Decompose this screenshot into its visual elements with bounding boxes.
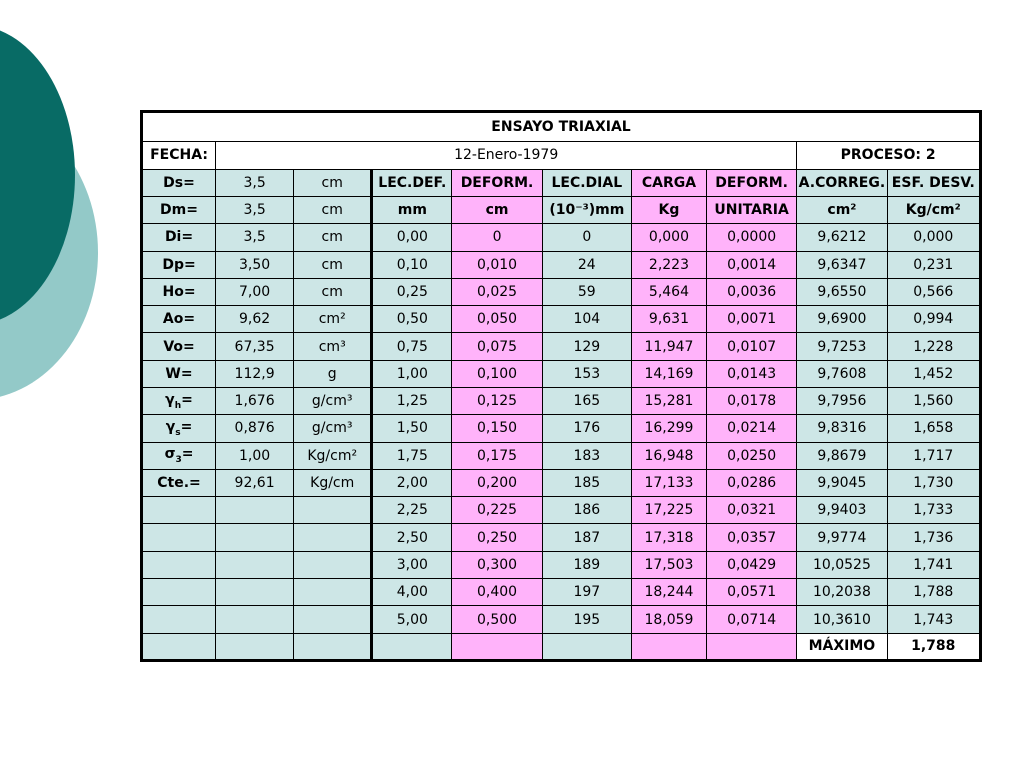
data-cell: 9,7608 <box>797 360 887 387</box>
data-cell: 0,0286 <box>707 469 797 496</box>
column-header: LEC.DIAL <box>542 169 631 196</box>
param-label: Cte.= <box>142 469 216 496</box>
param-unit: cm² <box>294 306 372 333</box>
data-cell: 9,7956 <box>797 388 887 415</box>
data-cell: 0,000 <box>887 224 980 251</box>
data-cell: 0,0071 <box>707 306 797 333</box>
data-cell: 0,0000 <box>707 224 797 251</box>
param-label: Dm= <box>142 196 216 223</box>
data-cell: 2,50 <box>372 524 452 551</box>
data-cell: 10,0525 <box>797 551 887 578</box>
empty-cell <box>452 633 542 660</box>
table-row <box>142 388 981 415</box>
data-cell: 0,0357 <box>707 524 797 551</box>
table-row <box>142 442 981 469</box>
param-value: 1,676 <box>216 388 294 415</box>
data-cell: 1,736 <box>887 524 980 551</box>
column-unit: Kg <box>631 196 706 223</box>
data-cell: 0,75 <box>372 333 452 360</box>
data-cell: 0,225 <box>452 497 542 524</box>
table-row <box>142 196 981 223</box>
data-cell: 9,6900 <box>797 306 887 333</box>
data-cell: 2,25 <box>372 497 452 524</box>
empty-cell <box>142 633 216 660</box>
param-unit: Kg/cm² <box>294 442 372 469</box>
table-row <box>142 251 981 278</box>
empty-cell <box>294 551 372 578</box>
data-cell: 0,10 <box>372 251 452 278</box>
data-cell: 9,6212 <box>797 224 887 251</box>
param-unit: cm <box>294 224 372 251</box>
data-cell: 10,3610 <box>797 606 887 633</box>
data-cell: 0,0107 <box>707 333 797 360</box>
data-cell: 0,50 <box>372 306 452 333</box>
data-cell: 17,133 <box>631 469 706 496</box>
empty-cell <box>142 579 216 606</box>
column-header: A.CORREG. <box>797 169 887 196</box>
param-unit: g/cm³ <box>294 388 372 415</box>
param-unit: cm <box>294 251 372 278</box>
data-cell: 176 <box>542 415 631 442</box>
data-cell: 185 <box>542 469 631 496</box>
column-header: ESF. DESV. <box>887 169 980 196</box>
param-unit: g <box>294 360 372 387</box>
param-unit: Kg/cm <box>294 469 372 496</box>
column-header: LEC.DEF. <box>372 169 452 196</box>
data-cell: 9,9045 <box>797 469 887 496</box>
data-cell: 16,948 <box>631 442 706 469</box>
data-cell: 0,400 <box>452 579 542 606</box>
data-cell: 9,6550 <box>797 278 887 305</box>
param-value: 0,876 <box>216 415 294 442</box>
param-unit: g/cm³ <box>294 415 372 442</box>
empty-cell <box>142 551 216 578</box>
column-unit: cm² <box>797 196 887 223</box>
data-cell: 0,250 <box>452 524 542 551</box>
data-cell: 0,0143 <box>707 360 797 387</box>
data-cell: 0,0714 <box>707 606 797 633</box>
empty-cell <box>216 633 294 660</box>
param-label: Vo= <box>142 333 216 360</box>
column-header: DEFORM. <box>707 169 797 196</box>
data-cell: 0,0178 <box>707 388 797 415</box>
param-label: $\sigma_3=$ <box>142 442 216 469</box>
empty-cell <box>294 606 372 633</box>
data-cell: 0 <box>452 224 542 251</box>
param-value: 92,61 <box>216 469 294 496</box>
empty-cell <box>216 606 294 633</box>
data-cell: 0,010 <box>452 251 542 278</box>
proceso-label: PROCESO: 2 <box>797 142 981 169</box>
table-title: ENSAYO TRIAXIAL <box>142 112 981 142</box>
data-cell: 0 <box>542 224 631 251</box>
data-cell: 0,125 <box>452 388 542 415</box>
data-cell: 24 <box>542 251 631 278</box>
data-cell: 9,9774 <box>797 524 887 551</box>
data-cell: 183 <box>542 442 631 469</box>
data-cell: 1,717 <box>887 442 980 469</box>
data-cell: 1,788 <box>887 579 980 606</box>
data-cell: 9,6347 <box>797 251 887 278</box>
data-cell: 1,25 <box>372 388 452 415</box>
data-cell: 0,025 <box>452 278 542 305</box>
data-cell: 2,00 <box>372 469 452 496</box>
data-cell: 0,0014 <box>707 251 797 278</box>
data-cell: 9,9403 <box>797 497 887 524</box>
data-cell: 3,00 <box>372 551 452 578</box>
empty-cell <box>372 633 452 660</box>
param-unit: cm <box>294 169 372 196</box>
data-cell: 1,743 <box>887 606 980 633</box>
data-cell: 9,631 <box>631 306 706 333</box>
data-cell: 0,994 <box>887 306 980 333</box>
param-value: 7,00 <box>216 278 294 305</box>
param-label: Ao= <box>142 306 216 333</box>
empty-cell <box>216 524 294 551</box>
data-cell: 0,0321 <box>707 497 797 524</box>
param-label: $\gamma_h=$ <box>142 388 216 415</box>
empty-cell <box>142 497 216 524</box>
max-value: 1,788 <box>887 633 980 660</box>
data-cell: 1,00 <box>372 360 452 387</box>
data-cell: 0,000 <box>631 224 706 251</box>
data-cell: 1,560 <box>887 388 980 415</box>
max-label: MÁXIMO <box>797 633 887 660</box>
data-cell: 1,733 <box>887 497 980 524</box>
data-cell: 197 <box>542 579 631 606</box>
data-cell: 18,059 <box>631 606 706 633</box>
column-header: DEFORM. <box>452 169 542 196</box>
data-cell: 187 <box>542 524 631 551</box>
data-cell: 5,00 <box>372 606 452 633</box>
data-cell: 1,50 <box>372 415 452 442</box>
data-cell: 17,225 <box>631 497 706 524</box>
data-cell: 0,150 <box>452 415 542 442</box>
data-cell: 2,223 <box>631 251 706 278</box>
table-row <box>142 278 981 305</box>
param-value: 112,9 <box>216 360 294 387</box>
data-cell: 4,00 <box>372 579 452 606</box>
data-cell: 59 <box>542 278 631 305</box>
fecha-value: 12-Enero-1979 <box>216 142 797 169</box>
data-cell: 16,299 <box>631 415 706 442</box>
param-unit: cm <box>294 278 372 305</box>
data-cell: 0,0036 <box>707 278 797 305</box>
param-label: Ho= <box>142 278 216 305</box>
table-row <box>142 224 981 251</box>
data-cell: 15,281 <box>631 388 706 415</box>
param-unit: cm³ <box>294 333 372 360</box>
data-cell: 0,00 <box>372 224 452 251</box>
data-cell: 9,8679 <box>797 442 887 469</box>
table-row <box>142 524 981 551</box>
table-row <box>142 169 981 196</box>
empty-cell <box>294 524 372 551</box>
empty-cell <box>631 633 706 660</box>
data-cell: 0,0250 <box>707 442 797 469</box>
param-unit: cm <box>294 196 372 223</box>
empty-cell <box>294 633 372 660</box>
column-unit: (10⁻³)mm <box>542 196 631 223</box>
empty-cell <box>216 551 294 578</box>
table-row <box>142 306 981 333</box>
data-cell: 0,050 <box>452 306 542 333</box>
data-cell: 0,25 <box>372 278 452 305</box>
param-value: 3,5 <box>216 169 294 196</box>
data-cell: 0,0214 <box>707 415 797 442</box>
param-label: Dp= <box>142 251 216 278</box>
data-cell: 17,503 <box>631 551 706 578</box>
empty-cell <box>216 497 294 524</box>
column-unit: mm <box>372 196 452 223</box>
table-row <box>142 333 981 360</box>
param-label: Ds= <box>142 169 216 196</box>
data-cell: 0,500 <box>452 606 542 633</box>
data-cell: 14,169 <box>631 360 706 387</box>
data-cell: 1,741 <box>887 551 980 578</box>
data-cell: 0,0571 <box>707 579 797 606</box>
param-value: 3,5 <box>216 196 294 223</box>
fecha-label: FECHA: <box>142 142 216 169</box>
data-cell: 18,244 <box>631 579 706 606</box>
empty-cell <box>707 633 797 660</box>
table-row <box>142 579 981 606</box>
data-cell: 153 <box>542 360 631 387</box>
data-cell: 189 <box>542 551 631 578</box>
param-label: $\gamma_s=$ <box>142 415 216 442</box>
table-row <box>142 633 981 660</box>
column-unit: UNITARIA <box>707 196 797 223</box>
data-cell: 1,75 <box>372 442 452 469</box>
param-label: W= <box>142 360 216 387</box>
empty-cell <box>142 524 216 551</box>
data-cell: 10,2038 <box>797 579 887 606</box>
data-cell: 1,730 <box>887 469 980 496</box>
data-cell: 104 <box>542 306 631 333</box>
table-row <box>142 360 981 387</box>
param-value: 9,62 <box>216 306 294 333</box>
data-cell: 1,658 <box>887 415 980 442</box>
table-row <box>142 551 981 578</box>
param-value: 67,35 <box>216 333 294 360</box>
column-header: CARGA <box>631 169 706 196</box>
table-row <box>142 606 981 633</box>
empty-cell <box>216 579 294 606</box>
table-row <box>142 469 981 496</box>
data-cell: 0,0429 <box>707 551 797 578</box>
data-cell: 195 <box>542 606 631 633</box>
table-row <box>142 415 981 442</box>
data-cell: 186 <box>542 497 631 524</box>
param-value: 3,5 <box>216 224 294 251</box>
data-cell: 0,566 <box>887 278 980 305</box>
data-cell: 1,228 <box>887 333 980 360</box>
data-cell: 0,075 <box>452 333 542 360</box>
param-value: 3,50 <box>216 251 294 278</box>
data-cell: 0,100 <box>452 360 542 387</box>
data-cell: 129 <box>542 333 631 360</box>
param-label: Di= <box>142 224 216 251</box>
data-cell: 9,8316 <box>797 415 887 442</box>
empty-cell <box>294 497 372 524</box>
data-cell: 0,300 <box>452 551 542 578</box>
data-cell: 165 <box>542 388 631 415</box>
data-cell: 1,452 <box>887 360 980 387</box>
column-unit: cm <box>452 196 542 223</box>
empty-cell <box>542 633 631 660</box>
data-cell: 0,231 <box>887 251 980 278</box>
empty-cell <box>142 606 216 633</box>
data-cell: 11,947 <box>631 333 706 360</box>
data-cell: 0,175 <box>452 442 542 469</box>
table-row <box>142 497 981 524</box>
empty-cell <box>294 579 372 606</box>
data-cell: 9,7253 <box>797 333 887 360</box>
data-cell: 5,464 <box>631 278 706 305</box>
param-value: 1,00 <box>216 442 294 469</box>
data-cell: 0,200 <box>452 469 542 496</box>
triaxial-table <box>140 110 982 662</box>
data-cell: 17,318 <box>631 524 706 551</box>
column-unit: Kg/cm² <box>887 196 980 223</box>
